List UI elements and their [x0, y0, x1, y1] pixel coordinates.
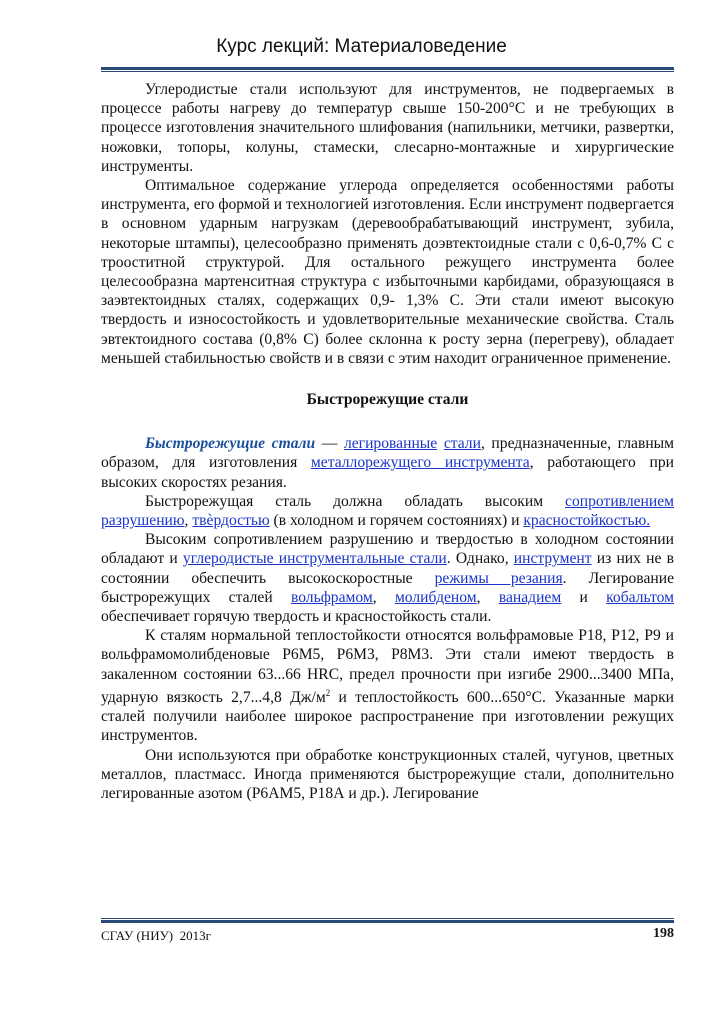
link-carbon-tool-steels[interactable]: углеродистые инструментальные стали: [182, 550, 447, 568]
page-header-title: Курс лекций: Материаловедение: [216, 36, 507, 57]
term-highlight: Быстрорежущие стали: [145, 435, 316, 453]
link-cobalt[interactable]: кобальтом: [606, 588, 674, 606]
paragraph-carbon-steels: Углеродистые стали используют для инструментов, не подвергаемых в процессе работы нагреву до температур свыше 150-200°С и не требующих в процессе изготовления значительного шлифования (напильники, метчики, развертки, ножовки, топоры, колуны, стамески, слесарно-монтажные и хирургические инструменты.: [101, 81, 674, 175]
footer-institution: СГАУ (НИУ) 2013г: [101, 928, 211, 943]
link-tool[interactable]: инструмент: [513, 550, 592, 568]
footer-rule-thin: [101, 918, 674, 919]
link-fracture-resistance[interactable]: сопротивлением разрушению: [101, 492, 674, 530]
paragraph-hss-definition: Быстрорежущие стали — легированные стали, предназначенные, главным образом, для изготовления металлорежущего инструмента, работающего при высоких скоростях резания.: [101, 435, 675, 491]
paragraph-applications: Они используются при обработке конструкционных сталей, чугунов, цветных металлов, пластмасс. Иногда применяются быстрорежущие стали, дополнительно легированные азотом (Р6АМ5, Р18А и др.). Легирование: [101, 746, 674, 803]
section-heading: Быстрорежущие стали: [306, 391, 469, 409]
link-cutting-modes[interactable]: режимы резания: [434, 569, 563, 587]
paragraph-normal-heat-resistance: К сталям нормальной теплостойкости относятся вольфрамовые Р18, Р12, Р9 и вольфрамомолибденовые Р6М5, Р6М3, Р8М3. Эти стали имеют твердость в закаленном состоянии 63...66 HRC, предел прочности при изгибе 2900...3400 МПа, ударную вязкость 2,7...4,8 $Дж/м^2$ и теплостойкость 600...650°С. Указанные марки сталей получили наиболее широкое распространение при изготовлении режущих инструментов.: [101, 627, 674, 745]
paragraph-hss-alloying: Высоким сопротивлением разрушению и твердостью в холодном состоянии обладают и углеродистые инструментальные стали. Однако, инструмент из них не в состоянии обеспечить высокоскоростные режимы резания. Легирование быстрорежущих сталей вольфрамом, молибденом, ванадием и кобальтом обеспечивает горячую твердость и красностойкость стали.: [101, 531, 674, 626]
link-molybdenum[interactable]: молибденом: [394, 588, 477, 606]
link-alloyed[interactable]: легированные: [343, 435, 438, 453]
link-red-hardness[interactable]: красностойкостью.: [523, 512, 651, 530]
link-metal-cutting-tool[interactable]: металлорежущего инструмента: [310, 454, 530, 472]
page-body: [101, 80, 674, 803]
link-vanadium[interactable]: ванадием: [498, 588, 562, 606]
link-hardness[interactable]: твѐрдостью: [192, 512, 270, 530]
header-rule: [101, 67, 674, 70]
footer-rule: [101, 920, 674, 923]
link-tungsten[interactable]: вольфрамом: [290, 588, 373, 606]
paragraph-carbon-content: Оптимальное содержание углерода определяется особенностями работы инструмента, его формой и технологией изготовления. Если инструмент подвергается в основном ударным нагрузкам (деревообрабатывающий инструмент, зубила, некоторые штампы), целесообразно применять доэвтектоидные стали с 0,6-0,7% С с трооститной структурой. Для остального режущего инструмента более целесообразна мартенситная структура с избыточными карбидами, образующаяся в заэвтектоидных сталях, содержащих 0,9- 1,3% С. Эти стали имеют высокую твердость и износостойкость и удовлетворительные механические свойства. Сталь эвтектоидного состава (0,8% С) более склонна к росту зерна (перегреву), обладает меньшей стабильностью свойств и в связи с этим находит ограниченное применение.: [101, 177, 674, 367]
link-steels[interactable]: стали: [443, 435, 481, 453]
header-rule-thin: [101, 71, 674, 72]
page-number: 198: [653, 926, 674, 941]
paragraph-hss-requirements: Быстрорежущая сталь должна обладать высоким сопротивлением разрушению, твѐрдостью (в холодном и горячем состояниях) и красностойкостью.: [101, 492, 674, 530]
